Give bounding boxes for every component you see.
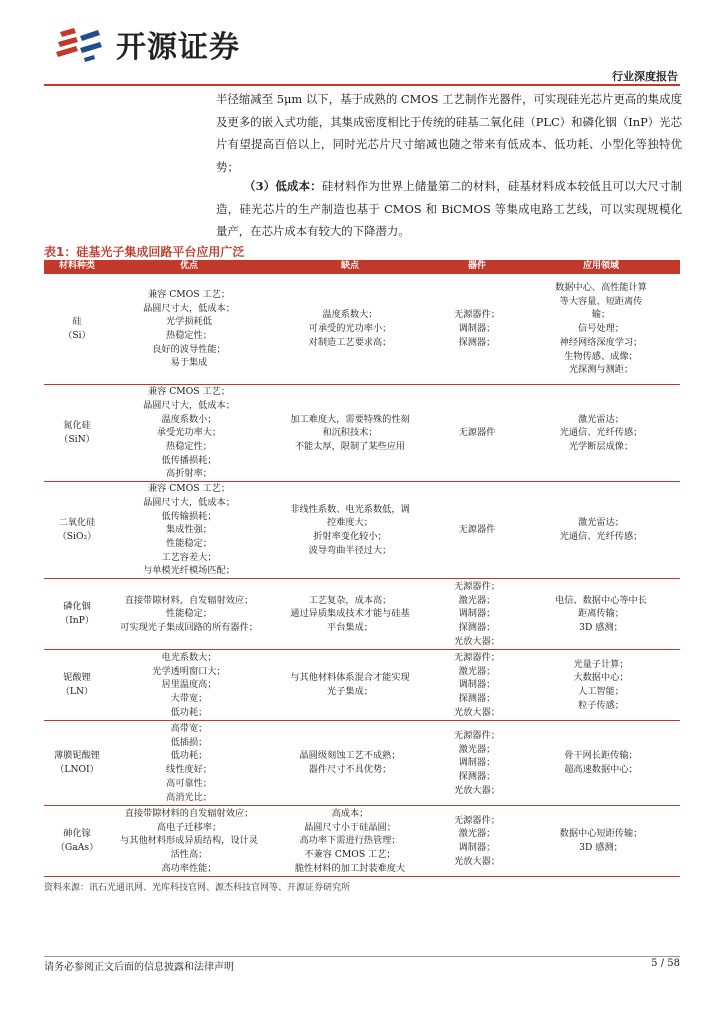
table-title: 表1：硅基光子集成回路平台应用广泛 — [44, 245, 245, 259]
header-applications: 应用领域 — [522, 260, 680, 274]
cell-line: 良好的波导性能； — [152, 343, 226, 355]
devices-cell — [432, 385, 522, 482]
cell-line: 低传输损耗； — [161, 510, 217, 522]
cell-line: 二氧化硅 — [58, 517, 96, 529]
cell-line: 晶圆尺寸小于硅晶圆； — [304, 821, 396, 833]
cell-line: 兼容 CMOS 工艺； — [147, 483, 231, 495]
cell-line: 晶圆尺寸大，低成本； — [143, 496, 235, 508]
cell-line: 直接带隙材料，自发辐射效应； — [124, 594, 254, 606]
cell-line: 光放大器； — [454, 635, 500, 647]
cons-cell — [268, 579, 432, 650]
cell-line: 低功耗； — [170, 750, 208, 762]
table-row — [44, 274, 680, 385]
cell-line: 数据中心、高性能计算 — [555, 281, 647, 293]
cell-line: 神经网络深度学习； — [559, 336, 643, 348]
devices-cell — [432, 579, 522, 650]
cell-line: 无源器件； — [454, 814, 500, 826]
cell-line: 温度系数大； — [322, 309, 378, 321]
cell-line: 信号处理； — [578, 323, 624, 335]
cell-line: 探测器； — [458, 770, 496, 782]
cell-line: 人工智能； — [578, 686, 624, 698]
cell-line: 氮化硅 — [63, 420, 91, 432]
cell-line: 高可靠性； — [166, 777, 212, 789]
cell-line: 探测器； — [458, 336, 496, 348]
brand-name: 开源证券 — [116, 30, 240, 65]
cell-line: 光通信、光纤传感； — [559, 427, 643, 439]
devices-cell — [432, 806, 522, 877]
cell-line: （SiN） — [59, 434, 95, 446]
cell-line: 粒子传感； — [578, 699, 624, 711]
paragraph-2-lead: （3）低成本： — [244, 179, 322, 193]
cell-line: 激光器； — [458, 665, 496, 677]
cell-line: 工艺复杂，成本高； — [308, 594, 392, 606]
cell-line: 晶圆尺寸大，低成本； — [143, 399, 235, 411]
cons-cell — [268, 806, 432, 877]
cell-line: 无源器件； — [454, 729, 500, 741]
cell-line: （Si） — [63, 329, 91, 341]
cell-line: 加工难度大，需要特殊的性刻 — [290, 413, 410, 425]
cell-line: 性能稳定； — [166, 608, 212, 620]
cell-line: 激光雷达； — [578, 517, 624, 529]
report-type-label: 行业深度报告 — [612, 70, 678, 83]
cell-line: 热稳定性； — [166, 329, 212, 341]
cell-line: 性能稳定； — [166, 537, 212, 549]
devices-cell — [432, 721, 522, 806]
cell-line: 无源器件 — [458, 427, 496, 439]
cell-line: 晶圆尺寸大，低成本； — [143, 302, 235, 314]
cell-line: 光通信、光纤传感； — [559, 531, 643, 543]
cell-line: 光放大器； — [454, 784, 500, 796]
header-pros: 优点 — [110, 260, 268, 274]
table-header-row — [44, 260, 680, 274]
cell-line: 高电子迁移率； — [156, 821, 222, 833]
cell-line: 无源器件； — [454, 580, 500, 592]
cell-line: 不兼容 CMOS 工艺； — [304, 848, 396, 860]
table-source-note: 资料来源：讯石光通讯网、光库科技官网、源杰科技官网等、开源证券研究所 — [44, 883, 351, 893]
table-row — [44, 385, 680, 482]
table-body — [44, 274, 680, 877]
table-row — [44, 650, 680, 721]
cell-line: 控难度大； — [327, 517, 373, 529]
devices-cell — [432, 482, 522, 579]
cell-line: 通过异质集成技术才能与硅基 — [290, 608, 410, 620]
cell-line: 电信、数据中心等中长 — [555, 594, 647, 606]
cell-line: 波导弯曲半径过大； — [308, 544, 392, 556]
material-cell — [44, 274, 110, 385]
cell-line: 大带宽； — [170, 692, 208, 704]
cell-line: 3D 感测； — [579, 621, 623, 633]
cell-line: 光探测与测距； — [568, 364, 634, 376]
cell-line: （LNOI） — [55, 764, 99, 776]
footer-divider — [44, 956, 680, 957]
applications-cell — [522, 482, 680, 579]
material-cell — [44, 482, 110, 579]
applications-cell — [522, 650, 680, 721]
cell-line: 低插损； — [170, 736, 208, 748]
cell-line: 调制器； — [458, 608, 496, 620]
cell-line: 和沉积技术； — [322, 427, 378, 439]
cell-line: 高功率下需进行热管理； — [299, 835, 401, 847]
material-cell — [44, 579, 110, 650]
cons-cell — [268, 721, 432, 806]
cell-line: 高折射率； — [166, 468, 212, 480]
cell-line: 温度系数小； — [161, 413, 217, 425]
body-paragraph-1: 半径缩减至 5μm 以下，基于成熟的 CMOS 工艺制作光器件，可实现硅光芯片更高的集成度及更多的嵌入式功能，其集成密度相比于传统的硅基二氧化硅（PLC）和磷化铟（InP）光芯片有望提高百倍以上，同时光芯片尺寸缩减也随之带来有低成本、低功耗、小型化等独特优势； — [216, 92, 682, 174]
pros-cell — [110, 274, 268, 385]
cell-line: 调制器； — [458, 323, 496, 335]
cell-line: 平台集成； — [327, 621, 373, 633]
material-cell — [44, 721, 110, 806]
cell-line: 光子集成； — [327, 686, 373, 698]
table-row — [44, 806, 680, 877]
material-cell — [44, 385, 110, 482]
cell-line: 线性度好； — [166, 764, 212, 776]
material-comparison-table — [44, 260, 680, 877]
page-number: 5 / 58 — [651, 958, 680, 969]
cell-line: 3D 感测； — [579, 842, 623, 854]
paragraph-2-text: 硅材料作为世界上储量第二的材料，硅基材料成本较低且可以大尺寸制造，硅光芯片的生产制造也基于 CMOS 和 BiCMOS 等集成电路工艺线，可以实现规模化量产，在芯片成本有较大的下降潜力。 — [216, 179, 682, 238]
table-row — [44, 482, 680, 579]
cell-line: 数据中心短距传输； — [559, 828, 643, 840]
cell-line: 电光系数大； — [161, 651, 217, 663]
cell-line: 大数据中心； — [573, 672, 629, 684]
cell-line: 砷化镓 — [63, 828, 91, 840]
cell-line: 光放大器； — [454, 855, 500, 867]
cell-line: 骨干网长距传输； — [564, 750, 638, 762]
cons-cell — [268, 385, 432, 482]
cell-line: 可实现光子集成回路的所有器件； — [120, 621, 258, 633]
cell-line: 激光器； — [458, 594, 496, 606]
cell-line: （LN） — [60, 686, 94, 698]
cell-line: 与单模光纤模场匹配； — [143, 565, 235, 577]
cell-line: 集成性强； — [166, 524, 212, 536]
cell-line: 承受光功率大； — [156, 427, 222, 439]
header-divider — [44, 84, 680, 86]
cell-line: 无源器件 — [458, 524, 496, 536]
cell-line: 兼容 CMOS 工艺； — [147, 386, 231, 398]
cell-line: 易于集成 — [170, 357, 208, 369]
cell-line: 激光雷达； — [578, 413, 624, 425]
pros-cell — [110, 385, 268, 482]
pros-cell — [110, 579, 268, 650]
cell-line: 器件尺寸不具优势； — [308, 764, 392, 776]
cell-line: 光放大器； — [454, 706, 500, 718]
cell-line: 非线性系数、电光系数低，调 — [290, 503, 410, 515]
cell-line: 调制器； — [458, 842, 496, 854]
pros-cell — [110, 721, 268, 806]
cons-cell — [268, 274, 432, 385]
cons-cell — [268, 650, 432, 721]
cell-line: 光学断层成像； — [568, 441, 634, 453]
pros-cell — [110, 650, 268, 721]
cell-line: 晶圆级刻蚀工艺不成熟； — [299, 750, 401, 762]
cell-line: 无源器件； — [454, 309, 500, 321]
cell-line: 高功率性能； — [161, 862, 217, 874]
table-row — [44, 721, 680, 806]
applications-cell — [522, 579, 680, 650]
table-row — [44, 579, 680, 650]
cell-line: 居里温度高； — [161, 679, 217, 691]
cell-line: 薄膜铌酸锂 — [54, 750, 100, 762]
devices-cell — [432, 650, 522, 721]
header-material: 材料种类 — [44, 260, 110, 274]
body-paragraph-2 — [216, 175, 682, 243]
cell-line: （SiO₂） — [57, 531, 97, 543]
cell-line: 活性高； — [170, 848, 208, 860]
cell-line: 低传播损耗； — [161, 454, 217, 466]
cell-line: 铌酸锂 — [63, 672, 91, 684]
cell-line: 生物传感、成像； — [564, 350, 638, 362]
applications-cell — [522, 806, 680, 877]
cell-line: 可承受的光功率小； — [308, 323, 392, 335]
cell-line: 等大容量、短距离传 — [559, 295, 643, 307]
cell-line: 脆性材料的加工封装难度大 — [294, 862, 406, 874]
cell-line: （InP） — [59, 615, 95, 627]
cell-line: 激光器； — [458, 828, 496, 840]
material-cell — [44, 806, 110, 877]
cell-line: 折射率变化较小； — [313, 531, 387, 543]
header-devices: 器件 — [432, 260, 522, 274]
cell-line: 无源器件； — [454, 651, 500, 663]
material-cell — [44, 650, 110, 721]
cell-line: 硅 — [72, 316, 82, 328]
logo-mark-icon — [54, 24, 110, 64]
cell-line: 对制造工艺要求高； — [308, 336, 392, 348]
cell-line: 输； — [591, 309, 611, 321]
cell-line: 工艺容差大； — [161, 551, 217, 563]
cell-line: 调制器； — [458, 679, 496, 691]
applications-cell — [522, 274, 680, 385]
cell-line: 探测器； — [458, 692, 496, 704]
cell-line: 光量子计算； — [573, 658, 629, 670]
cell-line: 激光器； — [458, 743, 496, 755]
pros-cell — [110, 806, 268, 877]
cell-line: 与其他材料形成异质结构，设计灵 — [120, 835, 258, 847]
cell-line: 磷化铟 — [63, 601, 91, 613]
cell-line: 兼容 CMOS 工艺； — [147, 288, 231, 300]
cell-line: 高带宽； — [170, 723, 208, 735]
cell-line: 不能太厚，限制了某些应用 — [294, 441, 406, 453]
cell-line: 超高速数据中心； — [564, 764, 638, 776]
cell-line: 探测器； — [458, 621, 496, 633]
cell-line: 调制器； — [458, 757, 496, 769]
cell-line: 与其他材料体系混合才能实现 — [290, 672, 410, 684]
header-cons: 缺点 — [268, 260, 432, 274]
applications-cell — [522, 721, 680, 806]
cell-line: 高成本； — [331, 807, 369, 819]
cell-line: 光学损耗低 — [166, 316, 212, 328]
cell-line: 直接带隙材料的自发辐射效应； — [124, 807, 254, 819]
cell-line: 距离传输； — [578, 608, 624, 620]
applications-cell — [522, 385, 680, 482]
cell-line: 低功耗； — [170, 706, 208, 718]
footer-disclaimer: 请务必参阅正文后面的信息披露和法律声明 — [44, 962, 234, 973]
cell-line: 高消光比； — [166, 791, 212, 803]
devices-cell — [432, 274, 522, 385]
cell-line: 热稳定性； — [166, 441, 212, 453]
brand-logo — [54, 24, 240, 64]
pros-cell — [110, 482, 268, 579]
cell-line: 光学透明窗口大； — [152, 665, 226, 677]
cons-cell — [268, 482, 432, 579]
cell-line: （GaAs） — [55, 842, 99, 854]
